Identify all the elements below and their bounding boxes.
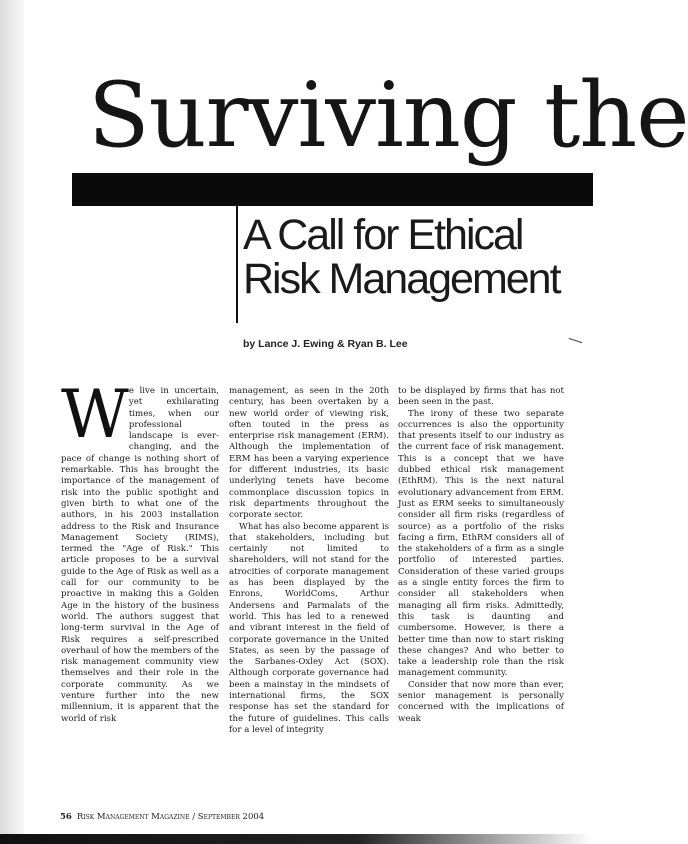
article-column-1 <box>61 376 219 806</box>
paragraph: management, as seen in the 20th century, has been overtaken by a new world order of viewing risk, often touted in the press as enterprise risk management (ERM). Although the implementation of ERM has been a varying experience for different industries, its basic underlying tenets have become commonplace discussion topics in risk departments throughout the corporate sector. <box>229 386 389 521</box>
scan-mark <box>568 338 583 346</box>
paragraph-text: e live in uncertain, yet exhilarating times, when our professional landscape is ever-changing, and the pace of change is nothing short of remarkable. This has brought the importance of the management of risk into the public spotlight and given birth to what one of the authors, in his 2003 installation address to the Risk and Insurance Management Society (RIMS), termed the "Age of Risk." This article proposes to be a survival guide to the Age of Risk as well as a call for our community to be proactive in making this a Golden Age in the history of the business world. The authors suggest that long-term survival in the Age of Risk requires a self-prescribed overhaul of how the members of the risk management community view themselves and their role in the corporate community. As we venture further into the new millennium, it is apparent that the world of risk <box>61 386 219 724</box>
page-footer <box>60 812 264 822</box>
article-column-2 <box>229 386 389 806</box>
footer-text: Risk Management Magazine / September 2004 <box>76 812 265 822</box>
paragraph: Consider that now more than ever, senior management is personally concerned with the implications of weak <box>398 679 564 724</box>
headline: Surviving the <box>88 63 688 168</box>
title-divider <box>236 205 238 323</box>
byline: by Lance J. Ewing & Ryan B. Lee <box>243 338 408 350</box>
page-number: 56 <box>60 812 72 822</box>
subtitle-line-2: Risk Management <box>243 255 560 303</box>
paragraph: What has also become apparent is that stakeholders, including but certainly not limited to shareholders, will not stand for the atrocities of corporate management as has been displayed by the Enrons, WorldComs, Arthur Andersens and Parmalats of the world. This has led to a renewed and vibrant interest in the field of corporate governance in the United States, as seen by the passage of the Sarbanes-Oxley Act (SOX). Although corporate governance had been a mainstay in the mindsets of international firms, the SOX response has set the standard for the future of guidelines. This calls for a level of integrity <box>229 521 389 735</box>
paragraph: to be displayed by firms that has not been seen in the past. <box>398 386 564 408</box>
subtitle <box>243 213 593 301</box>
paragraph: The irony of these two separate occurrences is also the opportunity that presents itself to our industry as the current face of risk management. This is a concept that we have dubbed ethical risk management (EthRM). This is the next natural evolutionary advancement from ERM. Just as ERM seeks to simultaneously consider all firm risks (regardless of source) as a portfolio of the risks facing a firm, EthRM considers all of the stakeholders of a firm as a single portfolio of interested parties. Consideration of these varied groups as a single entity forces the firm to consider all stakeholders when managing all firm risks. Admittedly, this task is daunting and cumbersome. However, is there a better time than now to start risking these changes? And who better to take a leadership role than the risk management community. <box>398 408 564 679</box>
lede-paragraph <box>61 376 219 725</box>
scan-margin <box>0 0 24 844</box>
title-band <box>72 173 593 206</box>
article-column-3 <box>398 386 564 806</box>
drop-cap: W <box>61 376 123 453</box>
scan-bottom-edge <box>0 834 593 844</box>
subtitle-line-1: A Call for Ethical <box>243 211 523 259</box>
